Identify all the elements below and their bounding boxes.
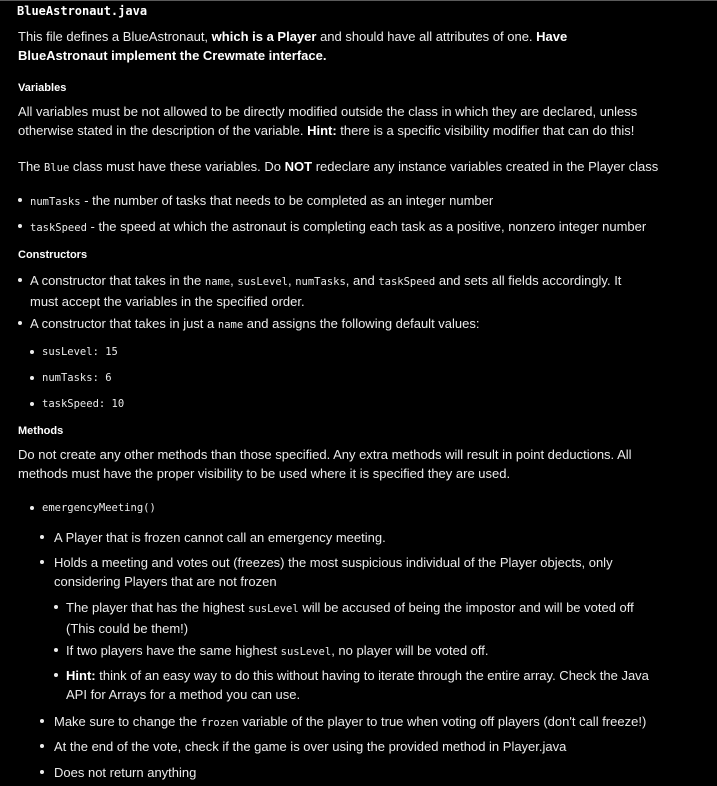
constructor-code: susLevel <box>237 276 288 288</box>
method-rule-return: Does not return anything <box>54 765 197 780</box>
constructor-sep: , and <box>345 273 379 288</box>
constructors-heading: Constructors <box>18 249 88 261</box>
bullet-dot <box>54 673 58 677</box>
variable-item-taskspeed <box>30 217 700 238</box>
variables-p2-not: NOT <box>284 159 313 174</box>
constructor-text: and assigns the following default values: <box>243 316 480 331</box>
variables-p1-text: All variables must be not allowed to be directly modified outside the class in which they are declared, unless otherwise stated in the description of the variable. <box>18 104 638 138</box>
sub-rule-text: If two players have the same highest <box>66 643 281 658</box>
method-rule-text: variable of the player to true when voting off players (don't call freeze!) <box>238 714 647 729</box>
constructor-sep: , <box>287 273 296 288</box>
bullet-dot <box>40 535 44 539</box>
intro-text-2: and should have all attributes of one. <box>316 29 537 44</box>
intro-paragraph <box>18 27 648 65</box>
variables-paragraph-1 <box>18 102 648 140</box>
bullet-dot <box>30 376 34 380</box>
sub-rule-text: will be accused of being the impostor and will be voted off (This could be them!) <box>66 600 634 636</box>
variables-p1-rest: there is a specific visibility modifier that can do this! <box>336 123 635 138</box>
top-divider <box>0 0 717 1</box>
constructor-sep: , <box>230 273 238 288</box>
default-taskspeed: taskSpeed: 10 <box>42 398 125 410</box>
sub-rule-code: susLevel <box>280 646 332 658</box>
bullet-dot <box>18 198 22 202</box>
variables-p1-hint: Hint: <box>307 123 337 138</box>
sub-rule-text: The player that has the highest <box>66 600 249 615</box>
bullet-dot <box>54 605 58 609</box>
constructor-item-name <box>30 314 650 335</box>
variable-code: taskSpeed <box>30 222 87 234</box>
variable-desc: - the speed at which the astronaut is completing each task as a positive, nonzero integer number <box>86 219 647 234</box>
bullet-dot <box>30 506 34 510</box>
variables-heading: Variables <box>18 82 67 94</box>
methods-paragraph: Do not create any other methods than those specified. Any extra methods will result in point deductions. All methods must have the proper visibility to be used where it is specified they are used. <box>18 447 632 481</box>
bullet-dot <box>40 560 44 564</box>
bullet-dot <box>40 719 44 723</box>
variables-p2-text-a: The <box>18 159 45 174</box>
constructor-code: numTasks <box>295 276 346 288</box>
sub-rule-text: , no player will be voted off. <box>331 643 489 658</box>
bullet-dot <box>54 648 58 652</box>
sub-rule-hint <box>66 666 656 704</box>
bullet-dot <box>40 770 44 774</box>
constructor-code: taskSpeed <box>378 276 436 288</box>
method-emergency-meeting: emergencyMeeting() <box>42 502 156 514</box>
bullet-dot <box>18 321 22 325</box>
variables-p2-text-b: class must have these variables. Do <box>69 159 285 174</box>
bullet-dot <box>40 744 44 748</box>
file-title: BlueAstronaut.java <box>17 4 148 18</box>
intro-bold-2: Have BlueAstronaut implement the Crewmate interface. <box>18 29 568 63</box>
constructor-text: and sets all fields accordingly. It must accept the variables in the specified order. <box>30 273 622 309</box>
variable-desc: - the number of tasks that needs to be completed as an integer number <box>80 193 494 208</box>
constructor-item-full <box>30 271 650 311</box>
variables-p2-text-c: redeclare any instance variables created in the Player class <box>312 159 659 174</box>
method-rule-text: Make sure to change the <box>54 714 201 729</box>
bullet-dot <box>18 224 22 228</box>
sub-rule-text: think of an easy way to do this without having to iterate through the entire array. Check the Java API for Arrays for a method you can use. <box>66 668 649 702</box>
bullet-dot <box>30 402 34 406</box>
intro-text-1: This file defines a BlueAstronaut, <box>18 29 212 44</box>
bullet-dot <box>30 350 34 354</box>
default-numtasks: numTasks: 6 <box>42 372 112 384</box>
default-suslevel: susLevel: 15 <box>42 346 118 358</box>
method-rule-frozen: A Player that is frozen cannot call an emergency meeting. <box>54 530 386 545</box>
sub-rule-tie <box>66 641 656 662</box>
constructor-code: name <box>217 319 244 331</box>
method-rule-frozen-variable <box>54 712 704 733</box>
constructor-text: A constructor that takes in just a <box>30 316 218 331</box>
sub-rule-code: susLevel <box>248 603 299 615</box>
method-rule-code: frozen <box>200 717 239 729</box>
variables-p2-code: Blue <box>44 162 70 174</box>
method-rule-vote: Holds a meeting and votes out (freezes) the most suspicious individual of the Player objects, only considering Players that are not frozen <box>54 555 613 589</box>
method-rule-game-over: At the end of the vote, check if the game is over using the provided method in Player.java <box>54 739 567 754</box>
variable-code: numTasks <box>30 196 81 208</box>
intro-bold-1: which is a Player <box>211 29 317 44</box>
constructor-text: A constructor that takes in the <box>30 273 205 288</box>
variables-paragraph-2 <box>18 157 698 178</box>
constructor-code: name <box>204 276 231 288</box>
variable-item-numtasks <box>30 191 700 212</box>
bullet-dot <box>18 278 22 282</box>
sub-rule-hint-label: Hint: <box>66 668 96 683</box>
methods-heading: Methods <box>18 425 64 437</box>
sub-rule-highest <box>66 598 656 638</box>
